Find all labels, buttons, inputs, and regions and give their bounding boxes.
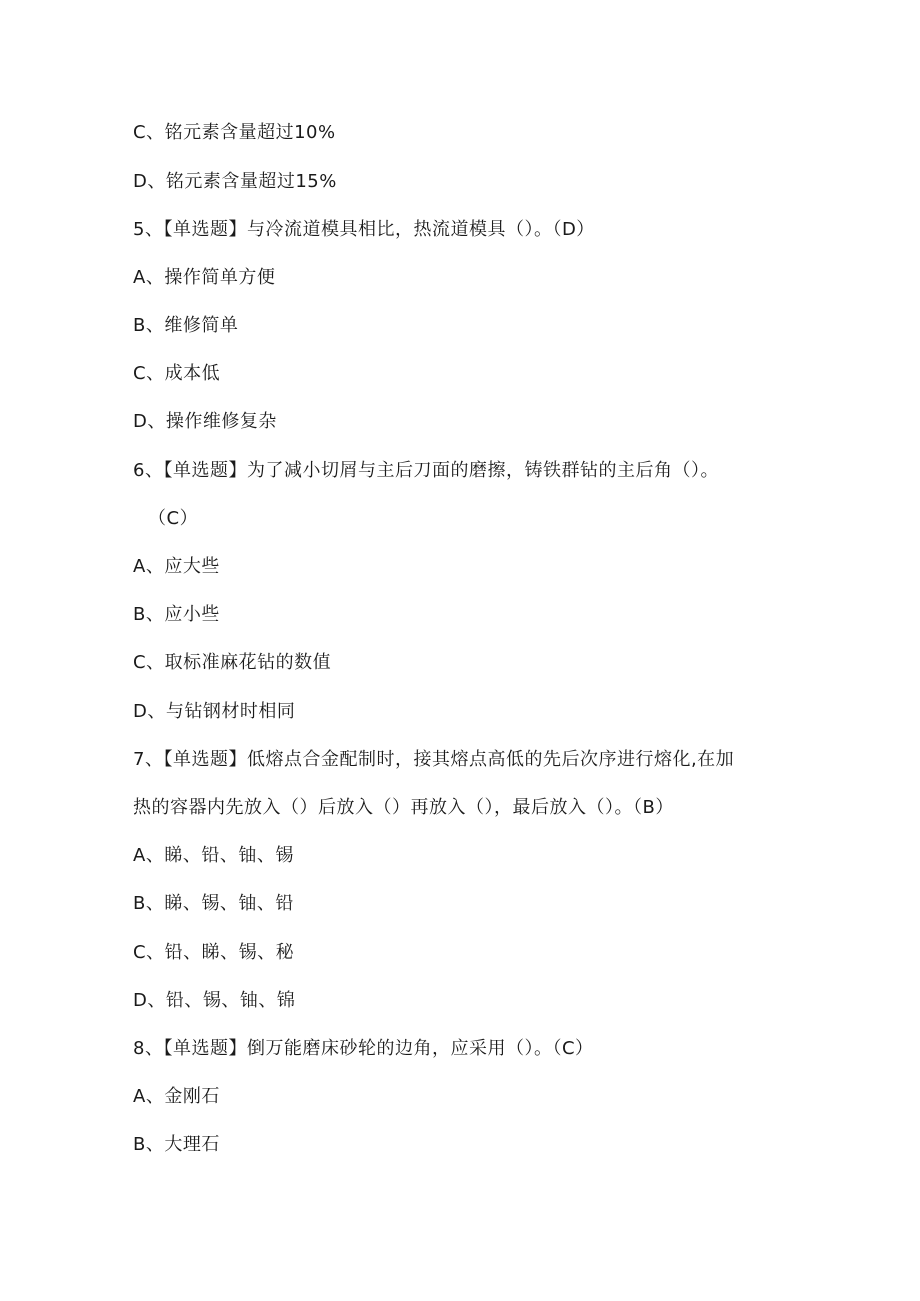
question-7: 7、【单选题】低熔点合金配制时，接其熔点高低的先后次序进行熔化,在加 — [133, 749, 735, 770]
option-c-q7: C、铅、睇、锡、秘 — [133, 942, 295, 963]
option-d-q6: D、与钻钢材时相同 — [133, 701, 296, 722]
option-b-q6: B、应小些 — [133, 604, 220, 625]
option-c-q4: C、铭元素含量超过10% — [133, 122, 336, 143]
question-5: 5、【单选题】与冷流道模具相比，热流道模具（）。（D） — [133, 219, 595, 240]
question-8: 8、【单选题】倒万能磨床砂轮的边角，应采用（）。（C） — [133, 1038, 594, 1059]
option-b-q5: B、维修简单 — [133, 315, 239, 336]
option-b-q8: B、大理石 — [133, 1134, 220, 1155]
question-6: 6、【单选题】为了减小切屑与主后刀面的磨擦，铸铁群钻的主后角（）。 — [133, 460, 719, 481]
option-c-q5: C、成本低 — [133, 363, 221, 384]
option-b-q7: B、睇、锡、铀、铅 — [133, 893, 294, 914]
option-a-q8: A、金刚石 — [133, 1086, 220, 1107]
option-a-q6: A、应大些 — [133, 556, 220, 577]
question-6-answer: （C） — [148, 508, 199, 529]
option-a-q7: A、睇、铅、铀、锡 — [133, 845, 294, 866]
option-a-q5: A、操作简单方便 — [133, 267, 276, 288]
option-d-q7: D、铅、锡、铀、锦 — [133, 990, 296, 1011]
option-c-q6: C、取标准麻花钻的数值 — [133, 652, 332, 673]
option-d-q5: D、操作维修复杂 — [133, 411, 277, 432]
question-7-continued: 热的容器内先放入（）后放入（）再放入（），最后放入（）。（B） — [133, 797, 674, 818]
option-d-q4: D、铭元素含量超过15% — [133, 171, 337, 192]
